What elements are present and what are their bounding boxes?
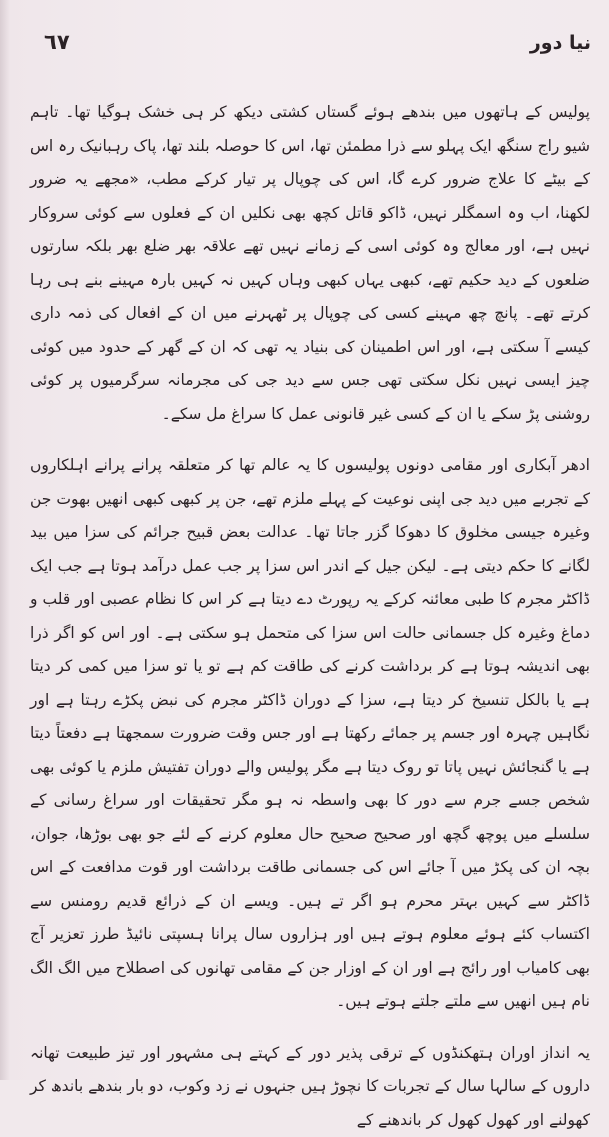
page-header <box>0 30 609 64</box>
page-number: ٦٧ <box>44 30 70 54</box>
body-text <box>30 96 590 1137</box>
paragraph: ادھر آبکاری اور مقامی دونوں پولیسوں کا یہ عالم تھا کر متعلقہ پرانے پرانے اہلکاروں کے تجربے میں دید جی اپنی نوعیت کے پہلے ملزم تھے، جن پر کبھی کبھی انھیں بھوت جن وغیرہ جیسی مخلوق کا دھوکا گزر جاتا تھا۔ عدالت بعض قبیح جرائم کی سزا میں بید لگانے کا حکم دیتی ہے۔ لیکن جیل کے اندر اس سزا پر جب عمل درآمد ہوتا ہے جب ایک ڈاکٹر مجرم کا طبی معائنہ کرکے یہ رپورٹ دے دیتا ہے کر اس کا نظام عصبی اور قلب و دماغ وغیرہ کل جسمانی حالت اس سزا کی متحمل ہو سکتی ہے۔ اور اس کو اگر ذرا بھی اندیشہ ہوتا ہے کر برداشت کرنے کی طاقت کم ہے تو یا تو سزا میں کمی کر دیتا ہے یا بالکل تنسیخ کر دیتا ہے، سزا کے دوران ڈاکٹر مجرم کی نبض پکڑے رہتا ہے اور نگاہیں چہرہ اور جسم پر جمائے رکھتا ہے اور جس وقت ضرورت سمجھتا ہے دفعتاً دیتا ہے یا گنجائش نہیں پاتا تو روک دیتا ہے مگر پولیس والے دوران تفتیش ملزم یا کوئی بھی شخص جسے جرم سے دور کا بھی واسطہ نہ ہو مگر تحقیقات اور سراغ رسانی کے سلسلے میں پوچھ گچھ اور صحیح صحیح حال معلوم کرنے کے لئے جو بھی بوڑھا، جوان، بچہ ان کی پکڑ میں آ جائے اس کی جسمانی طاقت برداشت اور قوت مدافعت کے اس ڈاکٹر سے کہیں بہتر محرم ہو اگر تے ہیں۔ ویسے ان کے ذرائع قدیم رومنس سے اکتساب کئے ہوئے معلوم ہوتے ہیں اور ہزاروں سال پرانا ہسپتی نائیڈ طرز تعزیر آج بھی کامیاب اور رائج ہے اور ان کے اوزار جن کے مقامی تھانوں کی اصطلاح میں الگ الگ نام ہیں انھیں سے ملتے جلتے ہوتے ہیں۔ <box>30 449 590 1019</box>
paragraph: یہ انداز اوران ہتھکنڈوں کے ترقی پذیر دور کے کہتے ہی مشہور اور تیز طبیعت تھانہ داروں کے سالہا سال کے تجربات کا نچوڑ ہیں جنہوں نے زد وکوب، دو بار بندھے باندھ کر کھولنے اور کھول کھول کر باندھنے کے <box>30 1037 590 1137</box>
page-spine-shadow <box>0 0 10 1080</box>
running-title: نیا دور <box>530 32 591 54</box>
paragraph: پولیس کے ہاتھوں میں بندھے ہوئے گستاں کشتی دیکھ کر ہی خشک ہوگیا تھا۔ تاہم شیو راج سنگھ ایک پہلو سے ذرا مطمئن تھا، اس کا حوصلہ بلند تھا، پاک رہبانیک رہ اس کے بیٹے کا علاج ضرور کرے گا، اس کی چوپال پر تیار کرکے مطب، «مجھے یہ ضرور لکھنا، اب وہ اسمگلر نہیں، ڈاکو قاتل کچھ بھی نکلیں ان کے فعلوں سے کوئی سروکار نہیں ہے، اور معالج وہ کوئی اسی کے زمانے نہیں تھے علاقہ بھر ضلع بھر بلکہ سارتوں ضلعوں کے دید حکیم تھے، کبھی یہاں کبھی وہاں کہیں نہ کہیں بارہ مہینے بنے ہی رہا کرتے تھے۔ پانچ چھ مہینے کسی کی چوپال پر ٹھہرنے میں ان کے افعال کی ذمہ داری کیسے آ سکتی ہے، اور اس اطمینان کی بنیاد یہ تھی کہ ان کے گھر کے حدود میں کوئی چیز ایسی نہیں نکل سکتی تھی جس سے دید جی کی مجرمانہ سرگرمیوں پر کوئی روشنی پڑ سکے یا ان کے کسی غیر قانونی عمل کا سراغ مل سکے۔ <box>30 96 590 431</box>
